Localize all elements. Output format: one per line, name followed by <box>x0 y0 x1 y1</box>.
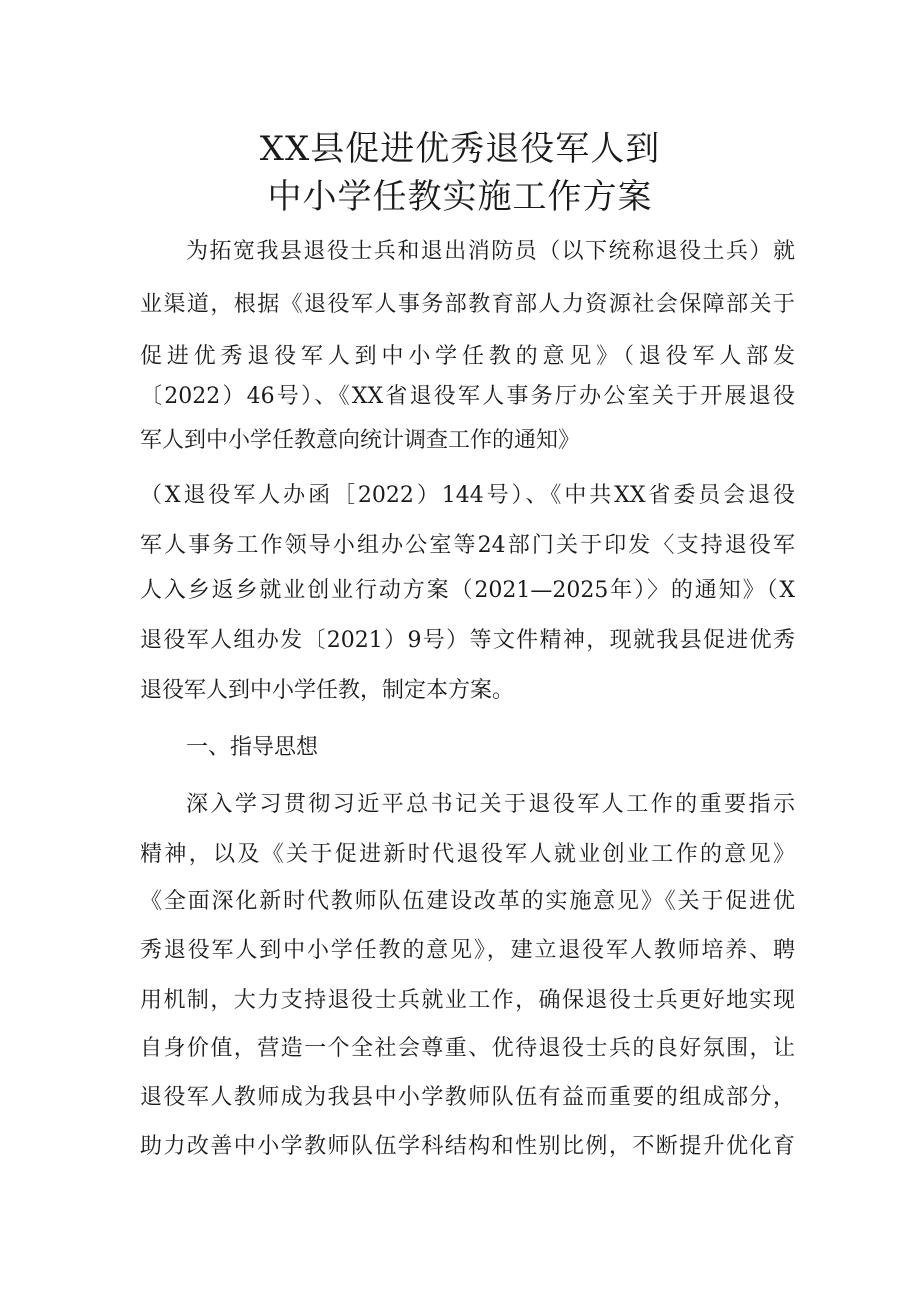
intro-line: 退役军人组办发〔2021）9号）等文件精神，现就我县促进优秀 <box>140 628 795 653</box>
section-line: 深入学习贯彻习近平总书记关于退役军人工作的重要指示 <box>186 792 795 817</box>
intro-line: 业渠道，根据《退役军人事务部教育部人力资源社会保障部关于 <box>140 292 795 317</box>
section-heading: 一、指导思想 <box>186 735 319 760</box>
document-title-line-1: XX县促进优秀退役军人到 <box>259 129 661 169</box>
section-line: 助力改善中小学教师队伍学科结构和性别比例，不断提升优化育 <box>140 1134 795 1159</box>
intro-line: 退役军人到中小学任教，制定本方案。 <box>140 678 515 703</box>
section-line: 用机制，大力支持退役士兵就业工作，确保退役士兵更好地实现 <box>140 988 795 1013</box>
intro-line: 人入乡返乡就业创业行动方案（2021—2025年）〉的通知》（X <box>140 578 795 603</box>
section-line: 秀退役军人到中小学任教的意见》，建立退役军人教师培养、聘 <box>140 938 795 963</box>
section-line: 自身价值，营造一个全社会尊重、优待退役士兵的良好氛围，让 <box>140 1036 795 1061</box>
intro-line: 〔2022）46号）、《XX省退役军人事务厅办公室关于开展退役 <box>140 384 795 409</box>
intro-line: （X退役军人办函［2022）144号）、《中共XX省委员会退役 <box>140 483 795 508</box>
document-title-line-2: 中小学任教实施工作方案 <box>267 177 653 217</box>
section-line: 《全面深化新时代教师队伍建设改革的实施意见》《关于促进优 <box>140 889 795 914</box>
intro-line: 军人事务工作领导小组办公室等24部门关于印发〈支持退役军 <box>140 533 795 558</box>
intro-line: 促进优秀退役军人到中小学任教的意见》（退役军人部发 <box>140 344 795 369</box>
section-line: 退役军人教师成为我县中小学教师队伍有益而重要的组成部分， <box>140 1085 795 1110</box>
section-line: 精神，以及《关于促进新时代退役军人就业创业工作的意见》 <box>140 842 795 867</box>
intro-line: 为拓宽我县退役士兵和退出消防员（以下统称退役土兵）就 <box>186 239 795 264</box>
intro-line: 军人到中小学任教意向统计调查工作的通知》 <box>140 428 581 453</box>
